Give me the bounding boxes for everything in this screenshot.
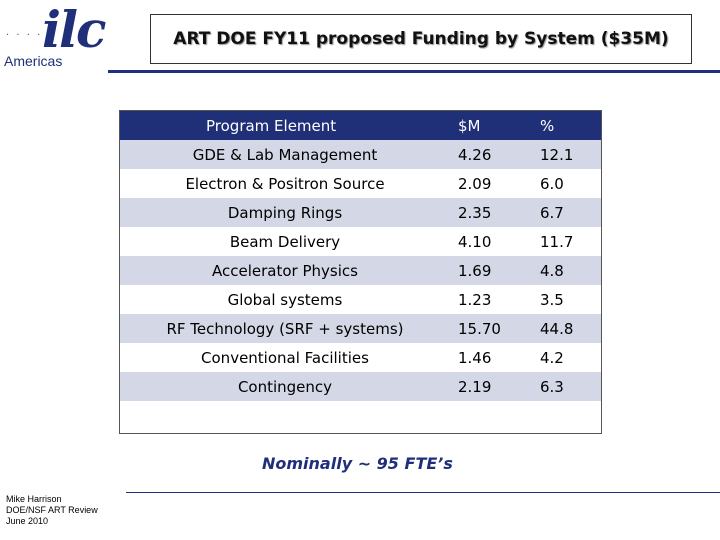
table-row: [120, 256, 601, 285]
cell-dollars: 4.26: [458, 145, 492, 164]
table-row: [120, 372, 601, 401]
cell-element: Contingency: [237, 377, 333, 396]
cell-element: Beam Delivery: [229, 232, 341, 251]
table-row: [120, 343, 601, 372]
cell-dollars: 2.09: [458, 174, 492, 193]
cell-element: GDE & Lab Management: [192, 145, 378, 164]
fte-note: Nominally ~ 95 FTE’s: [262, 454, 453, 473]
table-row: [120, 169, 601, 198]
cell-dollars: 4.10: [458, 232, 492, 251]
cell-dollars: 2.35: [458, 203, 492, 222]
cell-element: Global systems: [227, 290, 343, 309]
footer-rule: [126, 492, 720, 493]
funding-table: [119, 110, 602, 434]
ilc-logo: [0, 0, 140, 72]
header-program-element: Program Element: [206, 116, 337, 135]
cell-percent: 6.7: [540, 203, 564, 222]
cell-percent: 4.2: [540, 348, 564, 367]
cell-dollars: 1.46: [458, 348, 492, 367]
slide-title: ART DOE FY11 proposed Funding by System ($35M): [173, 29, 669, 49]
cell-percent: 12.1: [540, 145, 574, 164]
cell-dollars: 2.19: [458, 377, 492, 396]
cell-percent: 6.0: [540, 174, 564, 193]
cell-element: RF Technology (SRF + systems): [166, 319, 404, 338]
cell-element: Damping Rings: [227, 203, 343, 222]
cell-element: Accelerator Physics: [212, 261, 358, 280]
logo-dots: · · · ·: [6, 30, 43, 41]
footer-author: Mike Harrison: [6, 494, 62, 504]
footer-event: DOE/NSF ART Review: [6, 505, 98, 515]
header-rule: [108, 70, 720, 73]
header-dollars: $M: [458, 116, 481, 135]
cell-percent: 3.5: [540, 290, 564, 309]
table-row: [120, 285, 601, 314]
cell-dollars: 15.70: [458, 319, 501, 338]
cell-percent: 6.3: [540, 377, 564, 396]
header-percent: %: [540, 116, 555, 135]
table-row: [120, 227, 601, 256]
cell-percent: 44.8: [540, 319, 574, 338]
title-box: [150, 14, 692, 64]
cell-percent: 11.7: [540, 232, 574, 251]
table-row: [120, 140, 601, 169]
cell-dollars: 1.23: [458, 290, 492, 309]
footer-date: June 2010: [6, 516, 49, 526]
logo-mark: ilc: [42, 0, 105, 59]
table-row-empty: [120, 401, 601, 430]
table-header-row: [120, 111, 601, 140]
cell-percent: 4.8: [540, 261, 564, 280]
table-row: [120, 198, 601, 227]
cell-element: Electron & Positron Source: [185, 174, 385, 193]
cell-element: Conventional Facilities: [201, 348, 369, 367]
cell-dollars: 1.69: [458, 261, 492, 280]
footer: [6, 494, 98, 527]
logo-region: Americas: [4, 53, 63, 69]
table-row: [120, 314, 601, 343]
